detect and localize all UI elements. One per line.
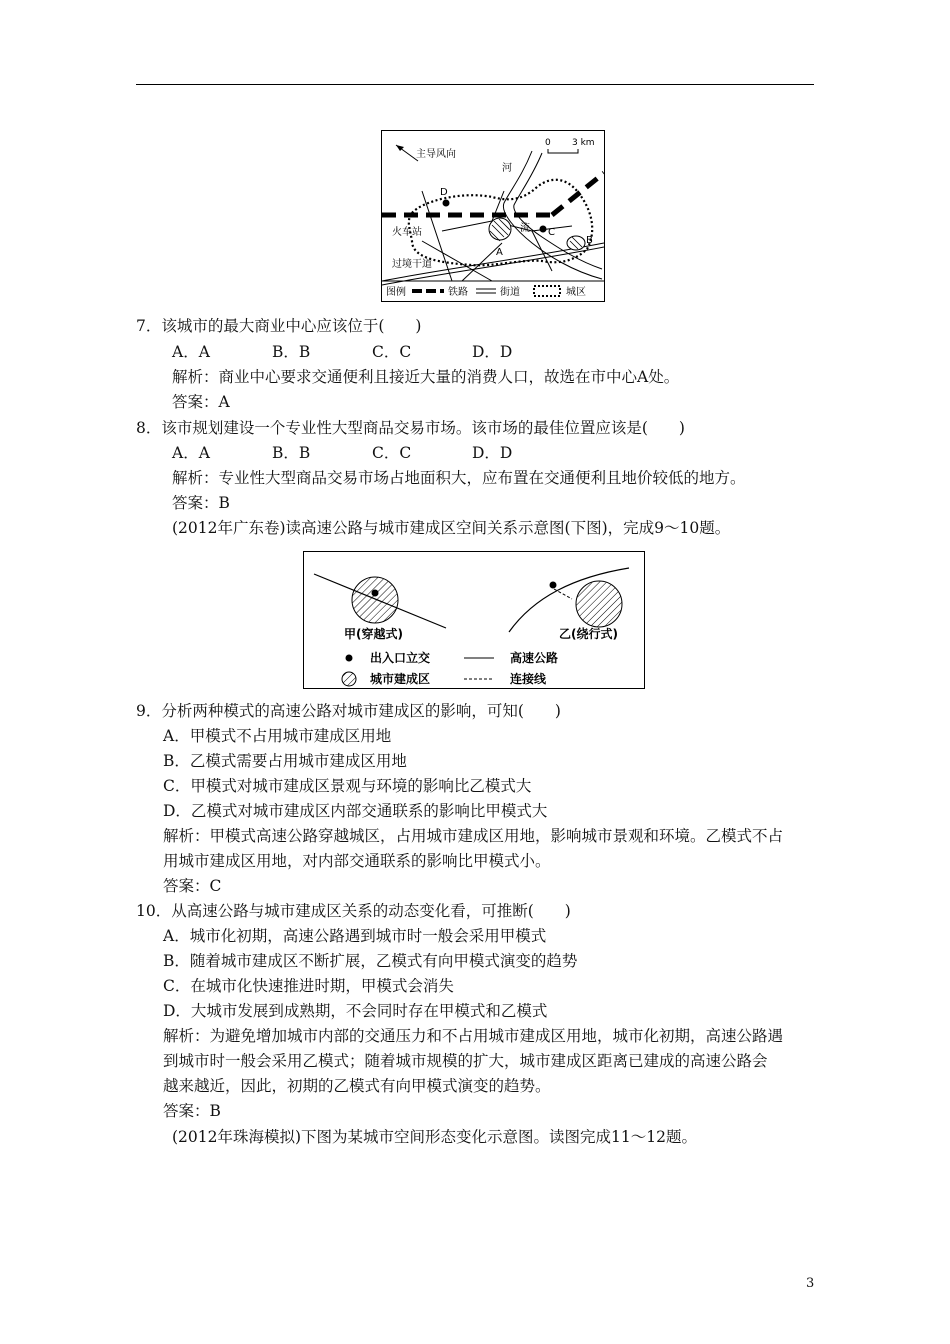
q10-analysis-line2: 到城市时一般会采用乙模式；随着城市规模的扩大，城市建成区距离已建成的高速公路会 xyxy=(163,1052,768,1070)
legend-rail-label: 铁路 xyxy=(448,287,468,298)
q8-option-c: C．C xyxy=(372,444,412,462)
legend-city-symbol xyxy=(534,286,560,296)
q7-option-a: A．A xyxy=(172,343,210,361)
q9-analysis-line1: 解析：甲模式高速公路穿越城区，占用城市建成区用地，影响城市景观和环境。乙模式不占 xyxy=(163,827,784,845)
point-a-label: A xyxy=(496,247,503,258)
jia-interchange xyxy=(372,590,379,597)
q7-option-c: C．C xyxy=(372,343,412,361)
point-d-marker xyxy=(443,200,450,207)
legend-link-label: 连接线 xyxy=(510,672,547,686)
header-rule xyxy=(136,84,814,85)
legend-city-label: 城区 xyxy=(566,287,586,298)
highway-pattern-svg xyxy=(304,552,644,688)
intro-9-10: (2012年广东卷)读高速公路与城市建成区空间关系示意图(下图)，完成9～10题。 xyxy=(172,519,731,537)
q10-answer: 答案：B xyxy=(163,1102,221,1120)
road-label: 过境干道 xyxy=(392,259,432,270)
q7-stem: 7．该城市的最大商业中心应该位于( ) xyxy=(136,317,422,335)
legend-node-label: 出入口立交 xyxy=(370,651,431,665)
q8-analysis: 解析：专业性大型商品交易市场占地面积大，应布置在交通便利且地价较低的地方。 xyxy=(172,469,746,487)
railway-east xyxy=(552,173,604,215)
q9-option-b: B．乙模式需要占用城市建成区用地 xyxy=(163,752,407,770)
scale-3km: 3 km xyxy=(572,138,595,148)
wind-label: 主导风向 xyxy=(416,149,456,160)
point-b-label: B xyxy=(586,235,593,246)
legend-highway-label: 高速公路 xyxy=(510,651,559,665)
q8-options xyxy=(172,443,572,463)
q10-option-d: D．大城市发展到成熟期，不会同时存在甲模式和乙模式 xyxy=(163,1002,548,1020)
q7-option-d: D．D xyxy=(472,343,513,361)
legend-title: 图例 xyxy=(386,287,406,298)
scale-bar xyxy=(548,149,578,153)
point-c-label: C xyxy=(548,227,555,238)
intro-11-12: (2012年珠海模拟)下图为某城市空间形态变化示意图。读图完成11～12题。 xyxy=(172,1128,697,1146)
legend-city-symbol-2 xyxy=(342,672,356,686)
yi-city-area xyxy=(576,581,622,627)
scale-zero: 0 xyxy=(545,138,551,148)
q10-analysis-line1: 解析：为避免增加城市内部的交通压力和不占用城市建成区用地，城市化初期，高速公路遇 xyxy=(163,1027,784,1045)
q7-answer: 答案：A xyxy=(172,393,230,411)
jia-city-area xyxy=(352,577,398,623)
q9-analysis-line2: 用城市建成区用地，对内部交通联系的影响比甲模式小。 xyxy=(163,852,551,870)
q10-option-b: B．随着城市建成区不断扩展，乙模式有向甲模式演变的趋势 xyxy=(163,952,578,970)
q9-stem: 9．分析两种模式的高速公路对城市建成区的影响，可知( ) xyxy=(136,702,561,720)
q9-answer: 答案：C xyxy=(163,877,222,895)
q7-option-b: B．B xyxy=(272,343,311,361)
q9-option-c: C．甲模式对城市建成区景观与环境的影响比乙模式大 xyxy=(163,777,532,795)
q9-option-a: A．甲模式不占用城市建成区用地 xyxy=(163,727,392,745)
legend-street-label: 街道 xyxy=(500,287,520,298)
q8-stem: 8．该市规划建设一个专业性大型商品交易市场。该市场的最佳位置应该是( ) xyxy=(136,419,685,437)
q8-option-a: A．A xyxy=(172,444,210,462)
q10-stem: 10．从高速公路与城市建成区关系的动态变化看，可推断( ) xyxy=(136,902,571,920)
page-number: 3 xyxy=(806,1276,815,1291)
area-b xyxy=(567,236,585,250)
highway-pattern-figure xyxy=(303,551,645,689)
q8-option-d: D．D xyxy=(472,444,513,462)
q8-option-b: B．B xyxy=(272,444,311,462)
q8-answer: 答案：B xyxy=(172,494,230,512)
yi-label: 乙(绕行式) xyxy=(559,627,618,641)
area-a xyxy=(489,218,511,240)
legend-node-symbol xyxy=(346,655,353,662)
jia-label: 甲(穿越式) xyxy=(344,627,403,641)
yi-interchange xyxy=(550,582,557,589)
q9-option-d: D．乙模式对城市建成区内部交通联系的影响比甲模式大 xyxy=(163,802,548,820)
point-c-marker xyxy=(540,226,547,233)
river-label-1: 河 xyxy=(502,163,512,174)
river-label-2: 流 xyxy=(520,223,530,234)
q7-analysis: 解析：商业中心要求交通便利且接近大量的消费人口，故选在市中心A处。 xyxy=(172,368,680,386)
city-map-svg xyxy=(382,131,604,301)
station-label: 火车站 xyxy=(392,227,422,238)
q10-analysis-line3: 越来越近，因此，初期的乙模式有向甲模式演变的趋势。 xyxy=(163,1077,551,1095)
q10-option-c: C．在城市化快速推进时期，甲模式会消失 xyxy=(163,977,454,995)
legend-city-label-2: 城市建成区 xyxy=(370,672,431,686)
city-map-figure xyxy=(381,130,605,302)
point-d-label: D xyxy=(440,187,448,198)
q7-options xyxy=(172,342,572,362)
q10-option-a: A．城市化初期，高速公路遇到城市时一般会采用甲模式 xyxy=(163,927,547,945)
